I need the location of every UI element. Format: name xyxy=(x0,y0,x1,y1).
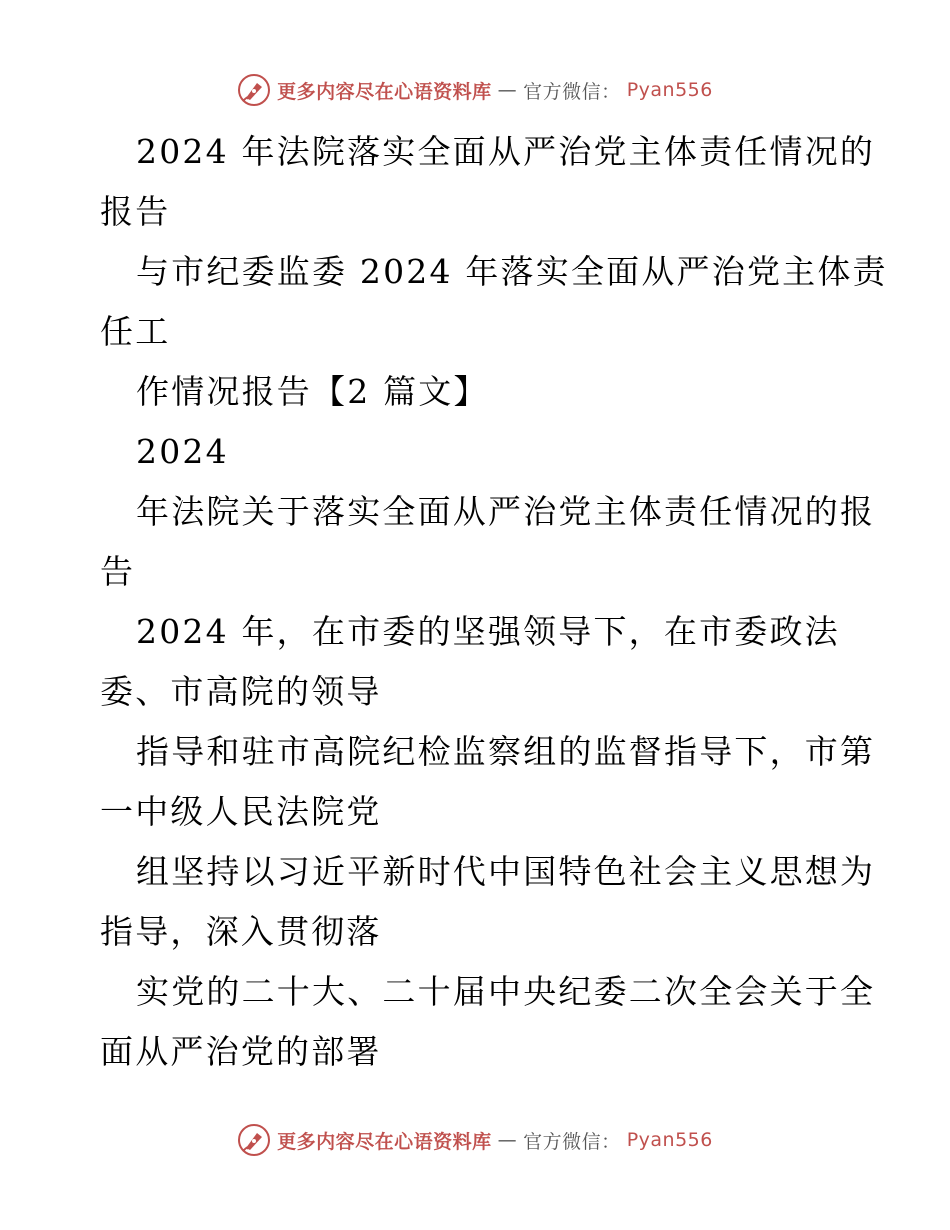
doc-line-12: 一中级人民法院党 xyxy=(100,792,382,831)
pen-nib-logo-icon xyxy=(237,73,271,107)
header-separator: — xyxy=(497,79,518,101)
footer-banner xyxy=(0,1120,950,1160)
doc-line-16: 面从严治党的部署 xyxy=(100,1032,382,1071)
doc-line-7: 年法院关于落实全面从严治党主体责任情况的报 xyxy=(136,492,876,531)
header-wechat-id: Pyan556 xyxy=(626,79,713,101)
doc-line-14: 指导，深入贯彻落 xyxy=(100,912,382,951)
footer-site-text: 更多内容尽在心语资料库 xyxy=(277,1130,492,1153)
footer-separator: — xyxy=(497,1129,518,1151)
pen-nib-logo-icon xyxy=(237,1123,271,1157)
doc-line-4: 任工 xyxy=(100,312,171,351)
doc-line-2: 报告 xyxy=(100,192,171,231)
doc-line-10: 委、市高院的领导 xyxy=(100,672,382,711)
doc-line-11: 指导和驻市高院纪检监察组的监督指导下，市第 xyxy=(136,732,876,771)
doc-line-3: 与市纪委监委 2024 年落实全面从严治党主体责 xyxy=(136,252,888,291)
doc-line-13: 组坚持以习近平新时代中国特色社会主义思想为 xyxy=(136,852,876,891)
doc-line-5: 作情况报告【2 篇文】 xyxy=(136,372,489,411)
header-wechat-label: 官方微信： xyxy=(523,80,621,103)
footer-wechat-label: 官方微信： xyxy=(523,1130,621,1153)
doc-line-8: 告 xyxy=(100,552,136,591)
footer-wechat-id: Pyan556 xyxy=(626,1129,713,1151)
document-body xyxy=(100,122,888,1082)
header-banner xyxy=(0,70,950,110)
doc-line-1: 2024 年法院落实全面从严治党主体责任情况的 xyxy=(136,132,876,171)
doc-line-9: 2024 年，在市委的坚强领导下，在市委政法 xyxy=(136,612,840,651)
header-site-text: 更多内容尽在心语资料库 xyxy=(277,80,492,103)
doc-line-15: 实党的二十大、二十届中央纪委二次全会关于全 xyxy=(136,972,876,1011)
doc-line-6: 2024 xyxy=(136,432,229,471)
